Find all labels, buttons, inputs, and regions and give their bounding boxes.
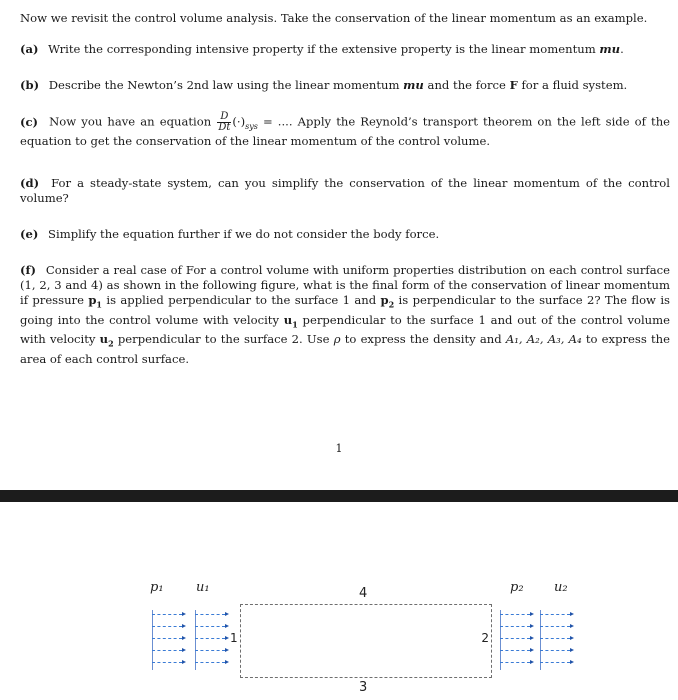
- area-symbols: A₁, A₂, A₃, A₄: [505, 332, 582, 347]
- question-b: [20, 78, 670, 93]
- question-b-text2: and the force: [427, 78, 506, 92]
- question-c-text1: Now you have an equation: [49, 114, 212, 129]
- velocity-u2-arrows: [540, 610, 574, 670]
- question-d-label: (d): [20, 176, 40, 190]
- question-f-t2: is applied perpendicular to the surface 1 and: [106, 293, 377, 308]
- question-b-text1: Describe the Newton’s 2nd law using the linear momentum: [48, 78, 400, 92]
- velocity-u1-arrows: [195, 610, 229, 670]
- question-c-eq-rest: (·): [232, 114, 246, 129]
- question-d: [20, 176, 670, 206]
- question-a-math: mu: [599, 42, 621, 56]
- question-c: [20, 112, 670, 149]
- density-rho: ρ: [333, 332, 341, 347]
- question-f-t5: perpendicular to the surface 2. Use: [117, 332, 330, 347]
- question-f-t4: perpendicular to the surface 1 and out of the control volume with velocity: [20, 312, 671, 347]
- question-f: [20, 263, 670, 367]
- fraction-denominator: Dt: [218, 122, 231, 133]
- question-b-math2: F: [509, 78, 518, 92]
- label-u1: u₁: [196, 580, 210, 595]
- question-e-text: Simplify the equation further if we do not consider the body force.: [48, 227, 440, 241]
- page-divider: [0, 490, 678, 502]
- question-f-label: (f): [20, 263, 36, 277]
- question-a-text: Write the corresponding intensive property if the extensive property is the linear momentum: [48, 42, 596, 56]
- fraction-numerator: D: [217, 112, 231, 123]
- surface-1-label: 1: [230, 631, 238, 645]
- question-d-text: For a steady-state system, can you simplify the conservation of the linear momentum of the control volume?: [20, 176, 670, 206]
- question-a-label: (a): [20, 42, 39, 56]
- surface-2-label: 2: [481, 631, 489, 645]
- question-f-t7: to express the area of each control surface.: [20, 332, 670, 366]
- surface-4-label: 4: [359, 586, 368, 601]
- velocity-u2: $u_2$: [99, 332, 114, 349]
- velocity-u1: $u_1$: [283, 312, 298, 330]
- label-p2: p₂: [510, 580, 524, 595]
- label-p1: p₁: [150, 580, 164, 595]
- pressure-p1: $p_1$: [88, 293, 102, 310]
- question-a: [20, 42, 670, 57]
- question-b-label: (b): [20, 78, 40, 92]
- intro-paragraph: Now we revisit the control volume analysis. Take the conservation of the linear momentum as an example.: [20, 11, 648, 25]
- question-c-eq-end: = ....: [262, 114, 293, 129]
- pressure-p2-arrows: [500, 610, 534, 670]
- question-e: [20, 227, 670, 242]
- surface-3-label: 3: [359, 680, 368, 695]
- pressure-p1-arrows: [152, 610, 186, 670]
- question-f-t1: Consider a real case of For a control volume with uniform properties distribution on each control surface (1, 2, 3 and 4) as shown in the following figure, what is the final form of the conservation of linear momentum if pressure: [20, 263, 670, 308]
- question-c-eq-sub: sys: [245, 121, 258, 131]
- question-c-label: (c): [20, 114, 39, 129]
- page-number: 1: [335, 442, 343, 455]
- control-volume-figure: [0, 502, 678, 700]
- question-e-label: (e): [20, 227, 39, 241]
- question-f-t3: is perpendicular to the surface 2? The flow is going into the control volume with velocity: [20, 293, 670, 327]
- question-a-end: .: [620, 42, 624, 56]
- question-b-text3: for a fluid system.: [521, 78, 628, 92]
- label-u2: u₂: [554, 580, 568, 595]
- material-derivative-fraction: [217, 112, 231, 133]
- pressure-p2: $p_2$: [380, 293, 395, 310]
- question-b-math1: mu: [403, 78, 424, 92]
- control-volume-box: [230, 604, 492, 678]
- question-f-t6: to express the density and: [344, 332, 502, 347]
- question-c-text2: Apply the Reynold’s transport theorem on the left side of the equation to get the conservation of the linear momentum of the control volume.: [20, 114, 671, 149]
